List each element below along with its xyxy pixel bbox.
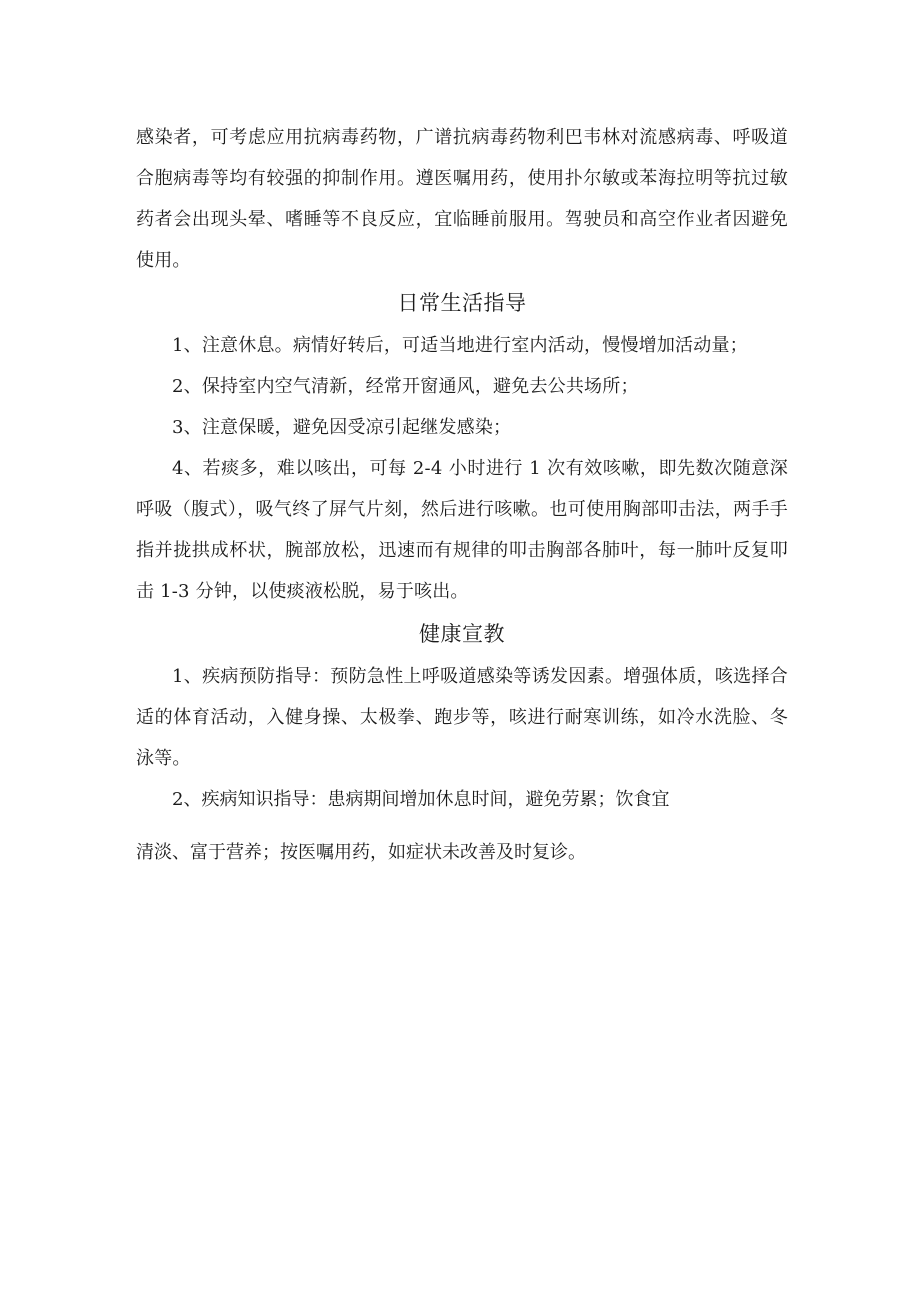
daily-life-item-4: 4、若痰多，难以咳出，可每 2-4 小时进行 1 次有效咳嗽，即先数次随意深呼吸（腹式），吸气终了屏气片刻，然后进行咳嗽。也可使用胸部叩击法，两手手指并拢拱成杯状，腕部放松，迅速而有规律的叩击胸部各肺叶，每一肺叶反复叩击 1-3 分钟，以使痰液松脱，易于咳出。 <box>136 458 788 602</box>
daily-life-item-3: 3、注意保暖，避免因受凉引起继发感染； <box>172 417 512 438</box>
document-page <box>136 117 788 873</box>
daily-life-heading: 日常生活指导 <box>397 291 527 315</box>
health-education-item-1: 1、疾病预防指导：预防急性上呼吸道感染等诱发因素。增强体质，咳选择合适的体育活动，入健身操、太极拳、跑步等，咳进行耐寒训练，如冷水洗脸、冬泳等。 <box>136 666 788 769</box>
health-education-item-2-line-2: 清淡、富于营养；按医嘱用药，如症状未改善及时复诊。 <box>136 842 586 863</box>
health-education-heading: 健康宣教 <box>419 622 505 646</box>
daily-life-item-2: 2、保持室内空气清新，经常开窗通风，避免去公共场所； <box>172 376 639 397</box>
intro-paragraph: 感染者，可考虑应用抗病毒药物，广谱抗病毒药物利巴韦林对流感病毒、呼吸道合胞病毒等均有较强的抑制作用。遵医嘱用药，使用扑尔敏或苯海拉明等抗过敏药者会出现头晕、嗜睡等不良反应，宜临睡前服用。驾驶员和高空作业者因避免使用。 <box>136 127 788 271</box>
health-education-item-2-line-1: 2、疾病知识指导：患病期间增加休息时间，避免劳累；饮食宜 <box>172 789 670 810</box>
daily-life-item-1: 1、注意休息。病情好转后，可适当地进行室内活动，慢慢增加活动量； <box>172 335 748 356</box>
